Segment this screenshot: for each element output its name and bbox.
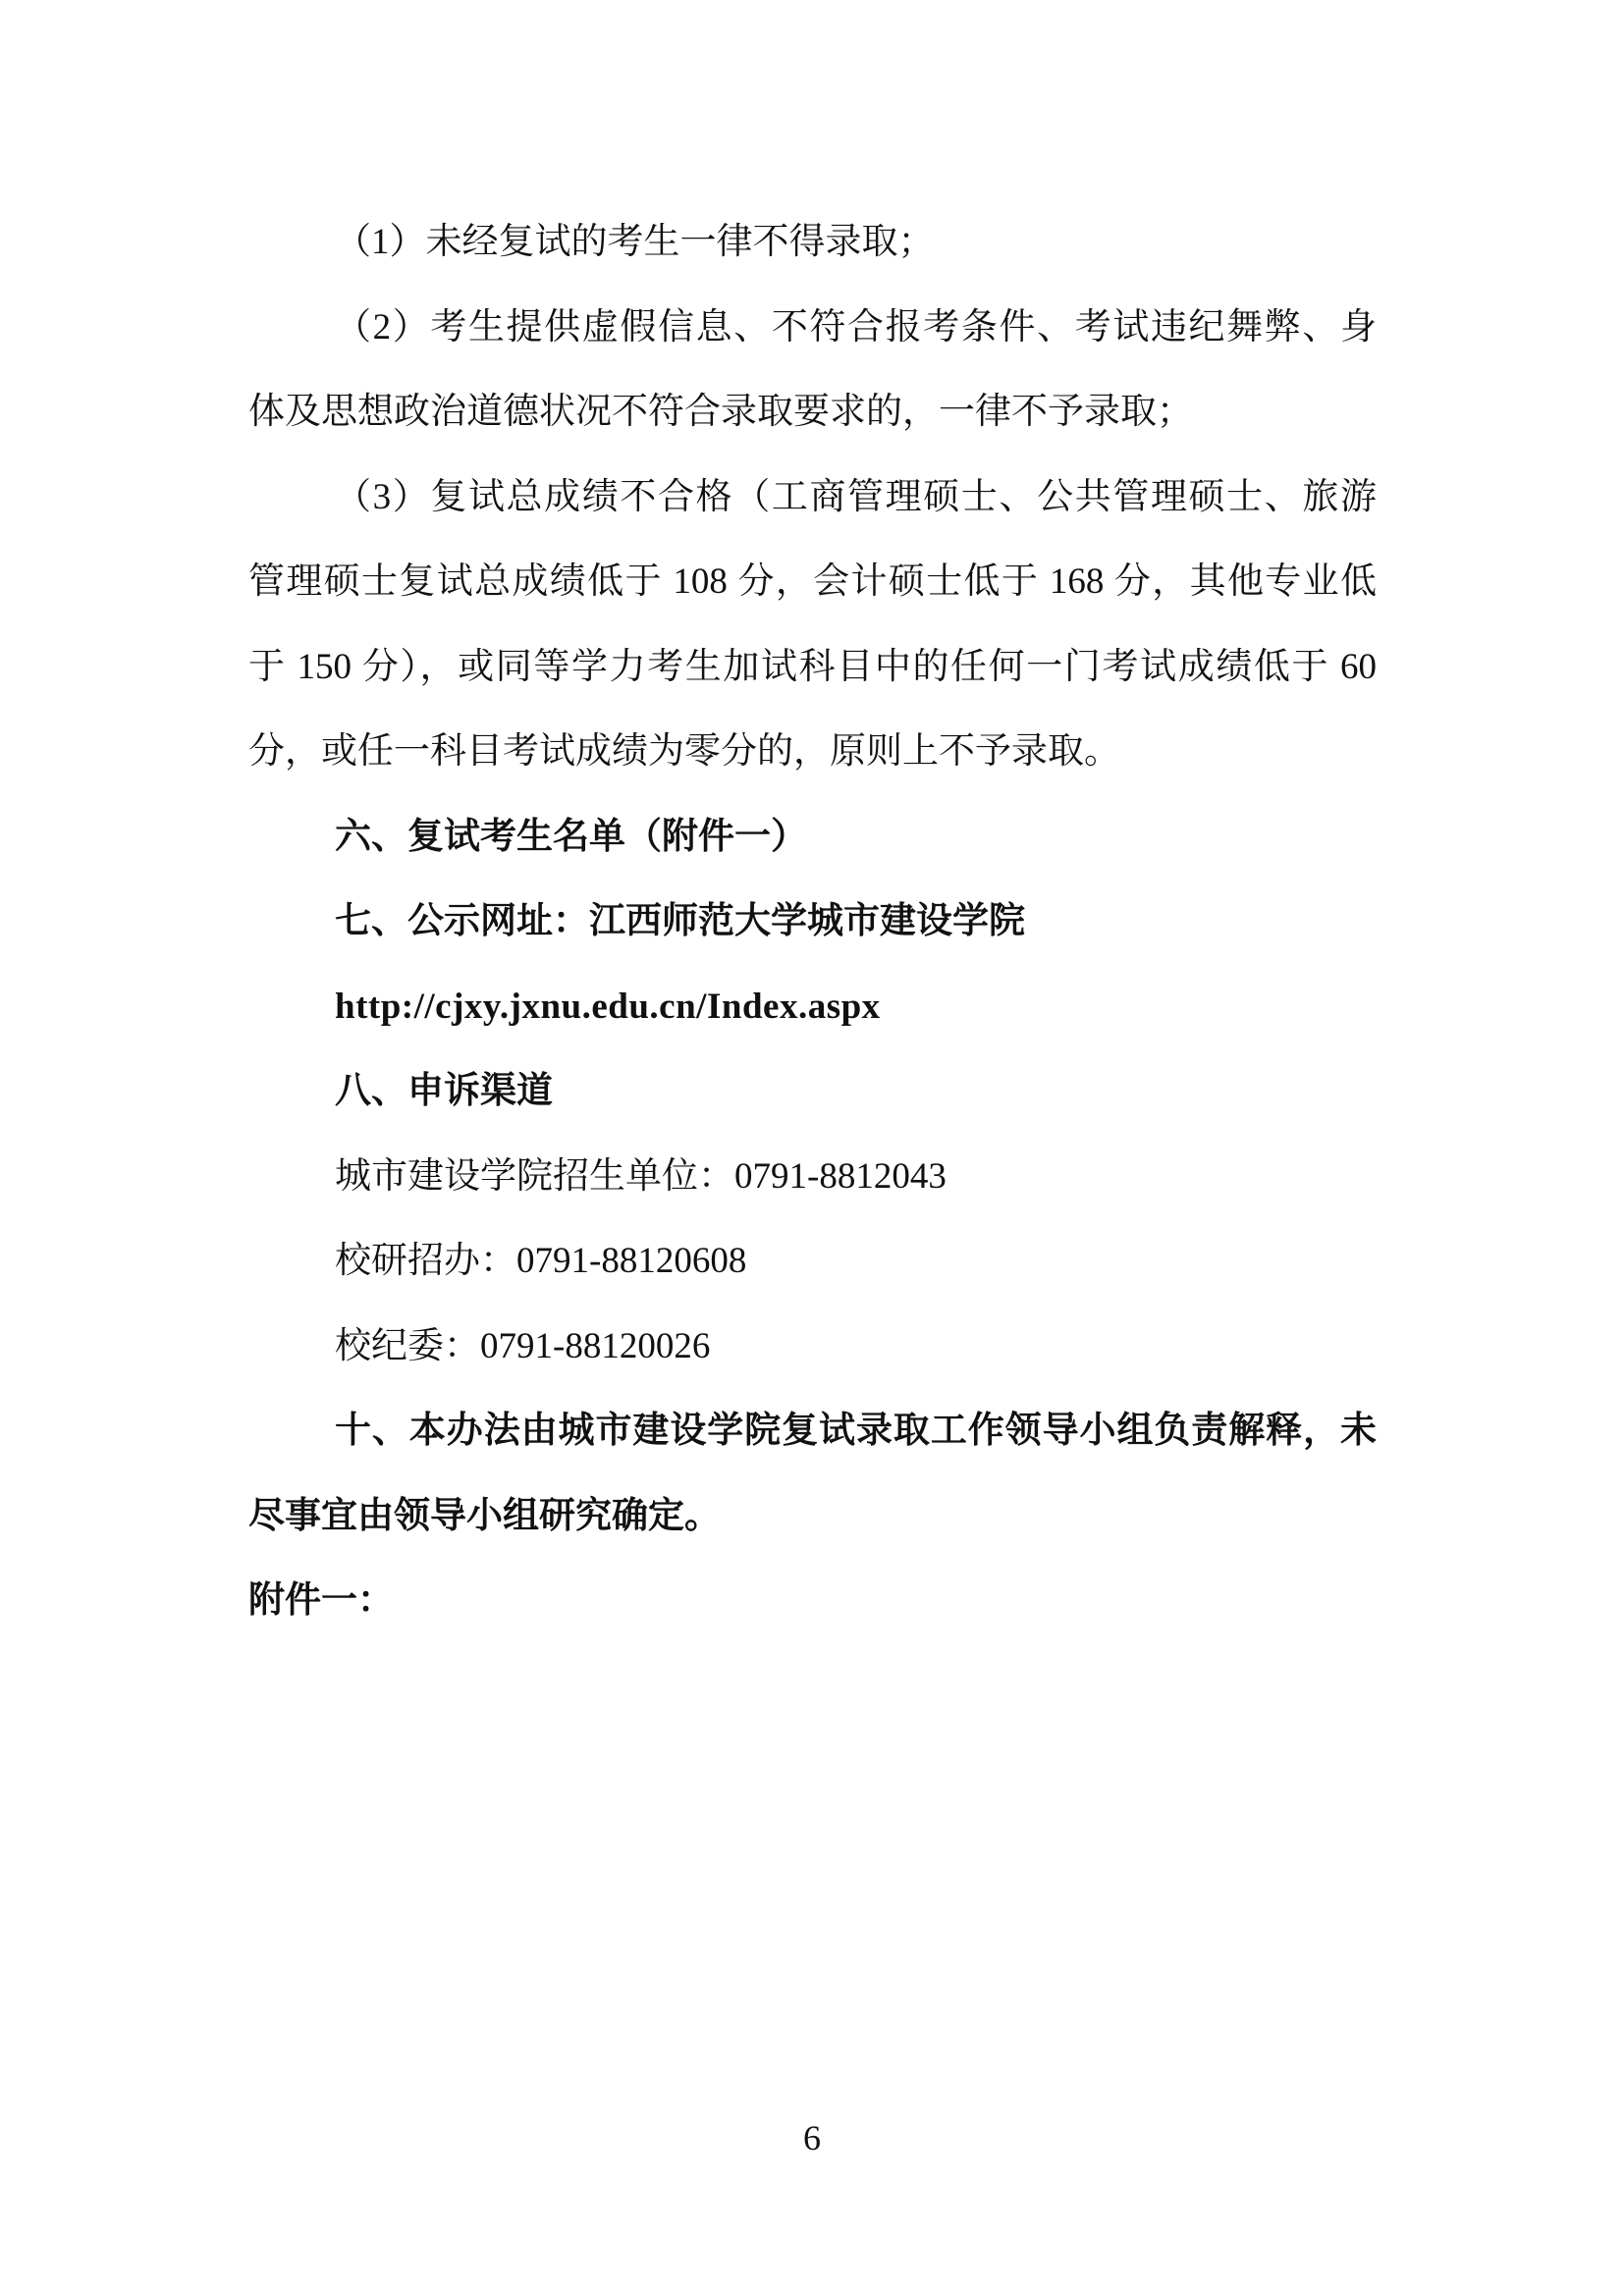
document-body bbox=[248, 200, 1377, 1644]
heading-section-10: 十、本办法由城市建设学院复试录取工作领导小组负责解释，未 bbox=[335, 1411, 1377, 1451]
contact-discipline: 校纪委：0791-88120026 bbox=[335, 1325, 711, 1366]
publicity-url: http://cjxy.jxnu.edu.cn/Index.aspx bbox=[335, 986, 881, 1027]
text-line-item-3-cont-1: 管理硕士复试总成绩低于 108 分，会计硕士低于 168 分，其他专业低 bbox=[248, 561, 1377, 602]
heading-section-10-cont: 尽事宜由领导小组研究确定。 bbox=[248, 1495, 721, 1536]
text-line-item-3-cont-3: 分，或任一科目考试成绩为零分的，原则上不予录取。 bbox=[248, 731, 1120, 772]
heading-section-8: 八、申诉渠道 bbox=[335, 1071, 553, 1111]
text-line-item-2-cont: 体及思想政治道德状况不符合录取要求的，一律不予录取； bbox=[248, 392, 1193, 432]
page-number: 6 bbox=[803, 2118, 821, 2158]
text-line-item-3-cont-2: 于 150 分），或同等学力考生加试科目中的任何一门考试成绩低于 60 bbox=[248, 646, 1377, 687]
text-line-item-3: （3）复试总成绩不合格（工商管理硕士、公共管理硕士、旅游 bbox=[335, 476, 1377, 517]
attachment-label: 附件一： bbox=[248, 1580, 394, 1621]
heading-section-6: 六、复试考生名单（附件一） bbox=[335, 816, 807, 857]
contact-grad-office: 校研招办：0791-88120608 bbox=[335, 1241, 747, 1281]
contact-admissions-unit: 城市建设学院招生单位：0791-8812043 bbox=[335, 1155, 947, 1197]
text-line-item-2: （2）考生提供虚假信息、不符合报考条件、考试违纪舞弊、身 bbox=[335, 306, 1377, 347]
heading-section-7: 七、公示网址：江西师范大学城市建设学院 bbox=[335, 901, 1025, 941]
text-line-item-1: （1）未经复试的考生一律不得录取； bbox=[335, 222, 935, 262]
